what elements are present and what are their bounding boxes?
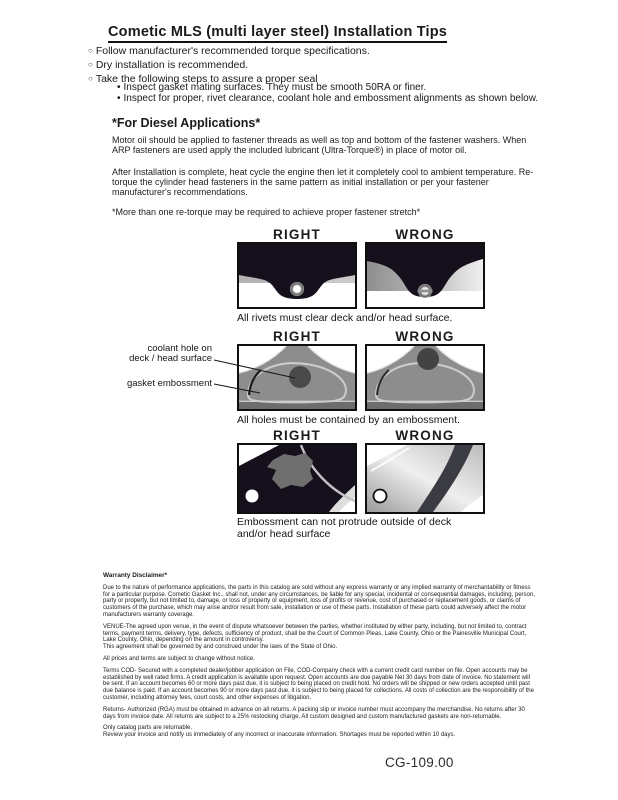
protrude-wrong-illustration <box>367 445 483 512</box>
row3-right-label: RIGHT <box>273 428 321 443</box>
row3-wrong-label: WRONG <box>395 428 455 443</box>
diesel-heading: *For Diesel Applications* <box>112 116 261 130</box>
diesel-paragraph-2: After Installation is complete, heat cycle the engine then let it completely cool to ambient temperature. Re-torque the cylinder head fasteners in the same pattern as initial installation or per your fastener manufacturer's recommendations. <box>112 167 534 197</box>
list-item <box>117 94 538 105</box>
gasket-embossment-callout: gasket embossment <box>126 378 212 389</box>
row2-wrong-label: WRONG <box>395 329 455 344</box>
embossment-wrong-illustration <box>367 346 483 409</box>
callout-leader-lines <box>205 355 305 400</box>
warranty-disclaimer-heading: Warranty Disclaimer* <box>103 572 168 579</box>
bullet-text: Inspect gasket mating surfaces. They must be smooth 50RA or finer. <box>123 82 427 93</box>
list-item <box>88 58 370 72</box>
legal-paragraph: This agreement shall be governed by and construed under the laws of the State of Ohio. <box>103 644 338 651</box>
list-item <box>88 44 370 58</box>
protrude-right-diagram <box>237 443 357 514</box>
row1-right-label: RIGHT <box>273 227 321 242</box>
legal-paragraph: Only catalog parts are returnable. <box>103 725 193 732</box>
coolant-hole-callout <box>98 344 212 363</box>
rivet-right-illustration <box>239 244 355 307</box>
legal-paragraph: Terms COD- Secured with a completed dealer/jobber application on File, COD-Company check with a current credit card number on file. Open accounts may be established by well rated firms. A credit application is available upon request. Open accounts are due payable Net 30 days from date of invoice. No statement will be sent. If an account becomes 60 or more days past due, it is subject to being placed on credit hold. No orders will be shipped or new orders accepted until past due balance is paid. If an account becomes 90 or more days past due, it is subject to being placed for collections. All costs of collection are the responsibility of the customer, including attorney fees, court costs, and other expenses of litigation. <box>103 667 534 701</box>
filled-bullet-icon: • <box>117 82 121 93</box>
bullet-text: Dry installation is recommended. <box>95 59 249 71</box>
row2-right-label: RIGHT <box>273 329 321 344</box>
legal-section <box>103 573 536 744</box>
row1-wrong-label: WRONG <box>395 227 455 242</box>
row1-caption: All rivets must clear deck and/or head surface. <box>237 312 453 324</box>
callout-line: deck / head surface <box>129 352 212 364</box>
tips-sublist <box>117 83 538 104</box>
legal-paragraph: VENUE-The agreed upon venue, in the event of dispute whatsoever between the parties, whether instituted by either party, including, but not limited to, contract terms, payment terms, delivery, type, defects, sufficiency of product, shall be the Court of Common Pleas, Lake County, Ohio or the Painesville Municipal Court, Lake County, Ohio, depending on the amount in controversy. <box>103 623 527 644</box>
open-bullet-icon: ○ <box>88 46 93 55</box>
protrude-wrong-diagram <box>365 443 485 514</box>
open-bullet-icon: ○ <box>88 60 93 69</box>
caption-line: Embossment can not protrude outside of deck <box>237 516 452 528</box>
page-code: CG-109.00 <box>385 755 454 770</box>
legal-paragraph: All prices and terms are subject to change without notice. <box>103 655 255 662</box>
callout-line: coolant hole on <box>147 343 212 354</box>
legal-paragraph: Due to the nature of performance applications, the parts in this catalog are sold without any express warranty or any implied warranty of merchantability or fitness for a particular purpose. Cometic Gasket Inc., shall not, under any circumstances, be liable for any special, incidental or consequential damages, including, person, party or property, but not limited to, damage, or loss of property or equipment, loss of profits or revenue, cost of purchased or replacement goods, or claims of customers of the purchase, which may arise and/or result from sale, installation or use of these parts. Installation of these parts could adversely affect the motor manufacturers warranty coverage. <box>103 584 535 618</box>
row3-caption <box>237 516 451 540</box>
bullet-text: Follow manufacturer's recommended torque specifications. <box>95 45 370 57</box>
diesel-paragraph-1: Motor oil should be applied to fastener threads as well as top and bottom of the fastener washers. When ARP fasteners are used apply the included lubricant (Ultra-Torque®) in place of motor oil. <box>112 135 527 155</box>
legal-paragraph: Review your invoice and notify us immediately of any incorrect or inaccurate information. Shortages must be reported within 10 days. <box>103 732 456 739</box>
protrude-right-illustration <box>239 445 355 512</box>
page-title: Cometic MLS (multi layer steel) Installation Tips <box>108 24 447 43</box>
retorque-note: *More than one re-torque may be required to achieve proper fastener stretch* <box>112 207 421 217</box>
bullet-text: Take the following steps to assure a proper seal <box>95 73 318 85</box>
open-bullet-icon: ○ <box>88 74 93 83</box>
rivet-right-diagram <box>237 242 357 309</box>
tips-list <box>88 44 370 86</box>
rivet-wrong-diagram <box>365 242 485 309</box>
caption-line: and/or head surface <box>237 528 331 540</box>
filled-bullet-icon: • <box>117 92 121 104</box>
row2-caption: All holes must be contained by an embossment. <box>237 414 460 426</box>
rivet-wrong-illustration <box>367 244 483 307</box>
bullet-text: Inspect for proper, rivet clearance, coolant hole and embossment alignments as shown below. <box>123 92 539 104</box>
embossment-wrong-diagram <box>365 344 485 411</box>
legal-paragraph: Returns- Authorized (RGA) must be obtained in advance on all returns. A packing slip or invoice number must accompany the merchandise. No returns after 30 days from invoice date. All returns are subject to a 25% restocking charge. All custom designed and custom manufactured gaskets are non-returnable. <box>103 706 525 720</box>
